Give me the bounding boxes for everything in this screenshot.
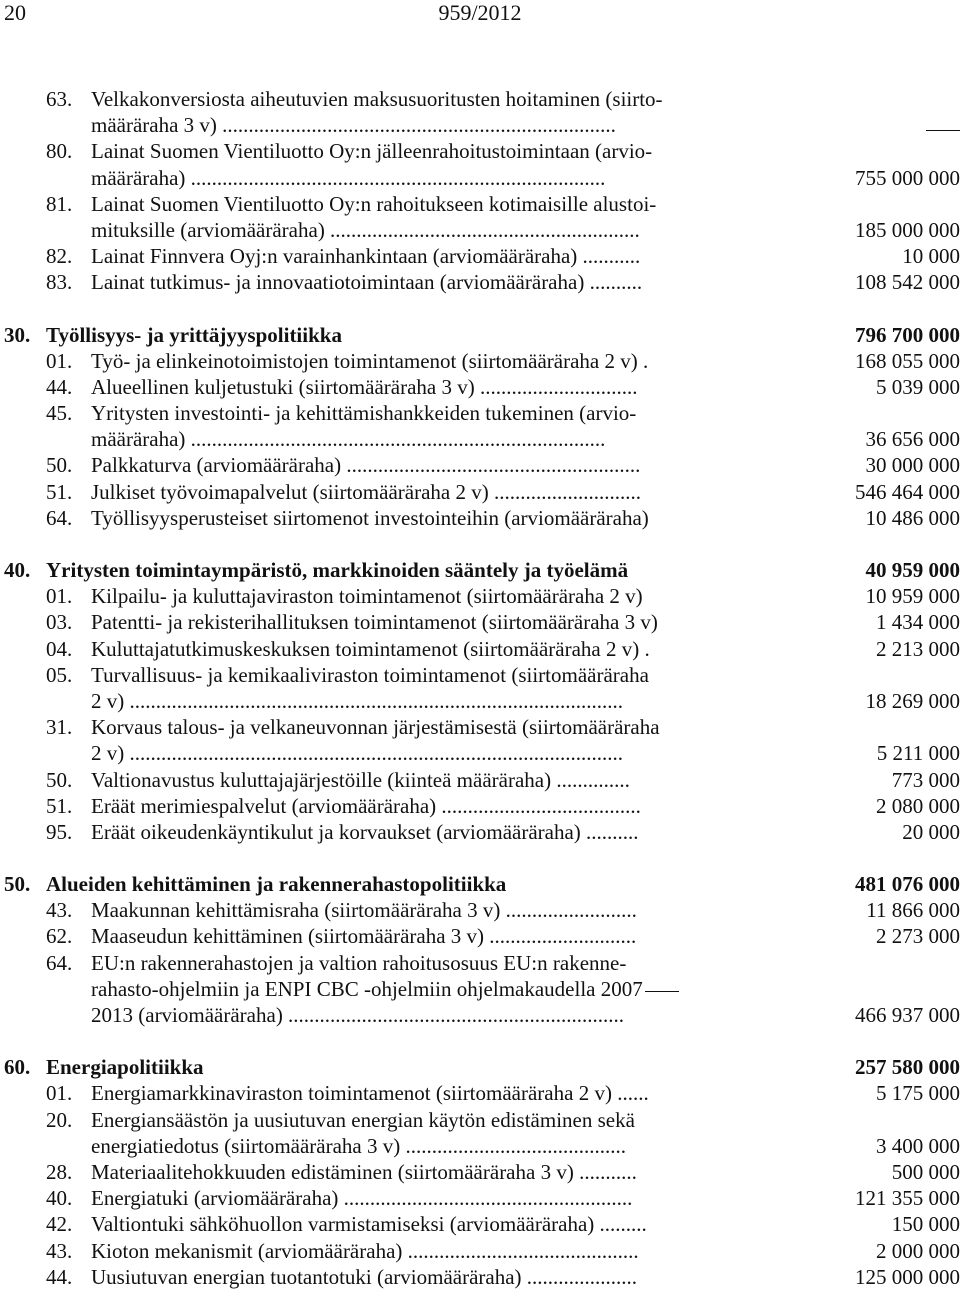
item-amount: 2 273 000 [876, 924, 960, 949]
budget-item [0, 269, 960, 295]
item-text: Lainat Suomen Vientiluotto Oy:n rahoitukseen kotimaisille alustoi- [91, 191, 657, 216]
budget-item [0, 819, 960, 845]
item-text: Turvallisuus- ja kemikaaliviraston toimintamenot (siirtomääräraha [91, 662, 649, 687]
budget-item [0, 897, 960, 923]
section-amount: 481 076 000 [855, 872, 960, 897]
item-number: 51. [46, 479, 73, 504]
section-heading [0, 322, 960, 348]
item-number: 40. [46, 1186, 73, 1211]
item-amount: 150 000 [891, 1212, 960, 1237]
page-number: 20 [4, 0, 26, 25]
item-text: Energiamarkkinaviraston toimintamenot (siirtomääräraha 2 v) ...... [91, 1081, 649, 1106]
section-heading [0, 1054, 960, 1080]
item-text: Lainat Finnvera Oyj:n varainhankintaan (arviomääräraha) ........... [91, 244, 641, 269]
item-number: 01. [46, 584, 73, 609]
item-amount: 185 000 000 [855, 217, 960, 242]
item-number: 50. [46, 453, 73, 478]
item-text: määräraha) ............................................................................... [91, 427, 606, 452]
item-amount: 2 000 000 [876, 1238, 960, 1263]
item-text: 2 v) .............................................................................................. [91, 688, 623, 713]
budget-item [0, 1211, 960, 1237]
section-title: Työllisyys- ja yrittäjyyspolitiikka [46, 322, 342, 347]
item-text: Patentti- ja rekisterihallituksen toimintamenot (siirtomääräraha 3 v) [91, 610, 658, 635]
item-number: 43. [46, 1238, 73, 1263]
budget-item [0, 1080, 960, 1106]
item-amount: 5 039 000 [876, 374, 960, 399]
budget-item-continuation [0, 426, 960, 452]
item-amount: 755 000 000 [855, 165, 960, 190]
item-text: Työ- ja elinkeinotoimistojen toimintamenot (siirtomääräraha 2 v) . [91, 348, 649, 373]
item-text: Uusiutuvan energian tuotantotuki (arviomääräraha) ..................... [91, 1264, 638, 1289]
item-number: 20. [46, 1107, 73, 1132]
section-heading [0, 557, 960, 583]
item-number: 95. [46, 819, 73, 844]
item-text: Eräät oikeudenkäyntikulut ja korvaukset (arviomääräraha) .......... [91, 819, 639, 844]
dash-mark [645, 991, 679, 992]
item-amount: 125 000 000 [855, 1264, 960, 1289]
item-number: 45. [46, 401, 73, 426]
budget-item-continuation [0, 217, 960, 243]
budget-item [0, 374, 960, 400]
item-text: Korvaus talous- ja velkaneuvonnan järjestämisestä (siirtomääräraha [91, 715, 660, 740]
item-text: 2013 (arviomääräraha) ................................................................ [91, 1003, 625, 1027]
budget-item [0, 1107, 960, 1133]
item-number: 63. [46, 87, 73, 111]
section-amount: 796 700 000 [855, 322, 960, 347]
item-amount: 5 211 000 [876, 741, 960, 766]
item-text: Julkiset työvoimapalvelut (siirtomääräraha 2 v) ............................ [91, 479, 641, 504]
budget-item [0, 191, 960, 217]
item-amount: 10 486 000 [865, 505, 960, 530]
budget-item [0, 348, 960, 374]
item-text: Kioton mekanismit (arviomääräraha) ............................................ [91, 1238, 639, 1263]
item-number: 82. [46, 244, 73, 269]
item-text: Palkkaturva (arviomääräraha) ........................................................ [91, 453, 641, 478]
item-text: Energiansäästön ja uusiutuvan energian käytön edistäminen sekä [91, 1107, 635, 1132]
budget-item [0, 583, 960, 609]
item-number: 01. [46, 1081, 73, 1106]
budget-item [0, 243, 960, 269]
item-text: Valtionavustus kuluttajajärjestöille (kiinteä määräraha) .............. [91, 767, 630, 792]
budget-item [0, 793, 960, 819]
budget-item-continuation [0, 740, 960, 766]
budget-item-continuation [0, 112, 960, 138]
item-amount: 2 080 000 [876, 793, 960, 818]
item-text: Työllisyysperusteiset siirtomenot investointeihin (arviomääräraha) [91, 505, 649, 530]
section-number: 50. [4, 872, 31, 897]
item-text: energiatiedotus (siirtomääräraha 3 v) .......................................... [91, 1133, 626, 1158]
budget-item [0, 923, 960, 949]
budget-item [0, 950, 960, 976]
item-amount: 108 542 000 [855, 270, 960, 295]
budget-item [0, 636, 960, 662]
section-amount: 40 959 000 [865, 558, 960, 582]
item-text: Maaseudun kehittäminen (siirtomääräraha 3 v) ............................ [91, 924, 637, 949]
item-amount: 11 866 000 [866, 898, 960, 923]
item-text: mituksille (arviomääräraha) ........................................................... [91, 217, 640, 242]
budget-section [0, 322, 960, 532]
item-text: Valtiontuki sähköhuollon varmistamiseksi (arviomääräraha) ......... [91, 1212, 647, 1237]
item-number: 83. [46, 270, 73, 295]
budget-item [0, 1238, 960, 1264]
section-heading [0, 871, 960, 897]
item-number: 43. [46, 898, 73, 923]
budget-item [0, 1264, 960, 1290]
item-text: Kilpailu- ja kuluttajaviraston toimintamenot (siirtomääräraha 2 v) [91, 584, 643, 609]
section-title: Energiapolitiikka [46, 1055, 204, 1080]
item-text: Lainat tutkimus- ja innovaatiotoimintaan (arviomääräraha) .......... [91, 270, 643, 295]
item-number: 44. [46, 374, 73, 399]
item-amount: 168 055 000 [855, 348, 960, 373]
item-amount: 2 213 000 [876, 636, 960, 661]
item-text: Kuluttajatutkimuskeskuksen toimintamenot (siirtomääräraha 2 v) . [91, 636, 650, 661]
budget-section [0, 557, 960, 845]
item-number: 64. [46, 950, 73, 975]
section-number: 60. [4, 1055, 31, 1080]
budget-item-continuation [0, 688, 960, 714]
budget-item-continuation [0, 1002, 960, 1028]
item-amount: 36 656 000 [865, 427, 960, 452]
item-text: 2 v) .............................................................................................. [91, 741, 623, 766]
item-text: Yritysten investointi- ja kehittämishankkeiden tukeminen (arvio- [91, 401, 637, 426]
item-number: 64. [46, 505, 73, 530]
item-text: rahasto-ohjelmiin ja ENPI CBC -ohjelmiin ohjelmakaudella 2007 [91, 976, 679, 1002]
section-title: Alueiden kehittäminen ja rakennerahastopolitiikka [46, 872, 507, 897]
item-number: 51. [46, 793, 73, 818]
item-text: Eräät merimiespalvelut (arviomääräraha) ...................................... [91, 793, 641, 818]
item-number: 05. [46, 662, 73, 687]
item-text: Maakunnan kehittämisraha (siirtomääräraha 3 v) ......................... [91, 898, 637, 923]
budget-item [0, 767, 960, 793]
item-number: 81. [46, 191, 73, 216]
item-text: määräraha) ............................................................................... [91, 165, 606, 190]
item-amount: 121 355 000 [855, 1186, 960, 1211]
budget-item [0, 505, 960, 531]
page-header [0, 0, 960, 26]
budget-item [0, 400, 960, 426]
item-number: 03. [46, 610, 73, 635]
section-number: 30. [4, 322, 31, 347]
budget-item-continuation [0, 1133, 960, 1159]
item-number: 50. [46, 767, 73, 792]
item-number: 28. [46, 1159, 73, 1184]
budget-item [0, 452, 960, 478]
item-amount: 3 400 000 [876, 1133, 960, 1158]
item-number: 62. [46, 924, 73, 949]
budget-item [0, 86, 960, 112]
budget-item [0, 479, 960, 505]
item-text: Alueellinen kuljetustuki (siirtomääräraha 3 v) .............................. [91, 374, 638, 399]
item-text: EU:n rakennerahastojen ja valtion rahoitusosuus EU:n rakenne- [91, 950, 627, 975]
budget-item [0, 1185, 960, 1211]
budget-item [0, 714, 960, 740]
budget-section [0, 1054, 960, 1290]
budget-item [0, 1159, 960, 1185]
item-amount: 500 000 [891, 1159, 960, 1184]
budget-listing [0, 86, 960, 1316]
budget-item [0, 662, 960, 688]
budget-item [0, 138, 960, 164]
item-text: Velkakonversiosta aiheutuvien maksusuoritusten hoitaminen (siirto- [91, 87, 663, 111]
item-amount: 546 464 000 [855, 479, 960, 504]
item-text: Lainat Suomen Vientiluotto Oy:n jälleenrahoitustoimintaan (arvio- [91, 139, 653, 164]
item-amount: 20 000 [902, 819, 960, 844]
section-title: Yritysten toimintaympäristö, markkinoiden sääntely ja työelämä [46, 558, 629, 582]
section-amount: 257 580 000 [855, 1055, 960, 1080]
item-amount: 18 269 000 [865, 688, 960, 713]
item-number: 42. [46, 1212, 73, 1237]
item-amount: 773 000 [891, 767, 960, 792]
item-number: 31. [46, 715, 73, 740]
item-text: Materiaalitehokkuuden edistäminen (siirtomääräraha 3 v) ........... [91, 1159, 637, 1184]
item-number: 04. [46, 636, 73, 661]
item-text: määräraha 3 v) ........................................................................... [91, 113, 616, 138]
document-reference: 959/2012 [438, 0, 522, 25]
item-amount: 10 959 000 [865, 584, 960, 609]
item-amount: 30 000 000 [865, 453, 960, 478]
item-amount: 5 175 000 [876, 1081, 960, 1106]
item-number: 01. [46, 348, 73, 373]
budget-section [0, 871, 960, 1028]
budget-item-continuation [0, 165, 960, 191]
item-number: 44. [46, 1264, 73, 1289]
item-amount: 10 000 [902, 244, 960, 269]
budget-item-continuation [0, 976, 960, 1002]
zero-amount-dash [926, 130, 960, 131]
item-amount: 466 937 000 [855, 1003, 960, 1027]
item-amount: 1 434 000 [876, 610, 960, 635]
budget-item [0, 609, 960, 635]
item-number: 80. [46, 139, 73, 164]
budget-section [0, 86, 960, 296]
section-number: 40. [4, 558, 31, 582]
item-text: Energiatuki (arviomääräraha) ....................................................... [91, 1186, 633, 1211]
